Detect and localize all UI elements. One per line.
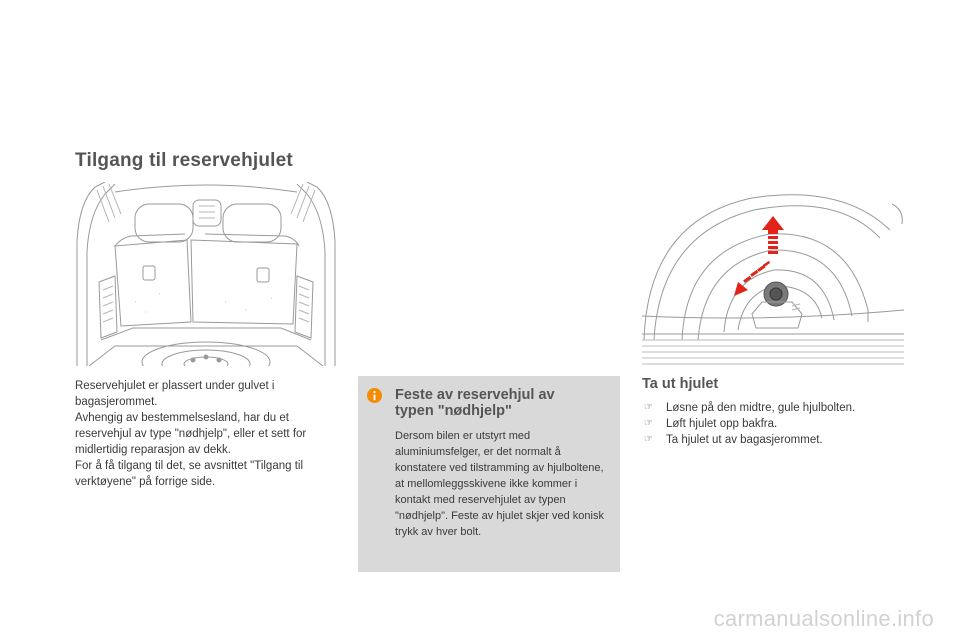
list-item (642, 416, 912, 432)
watermark: carmanualsonline.info (713, 606, 934, 631)
intro-paragraph: Avhengig av bestemmelsesland, har du et reservehjul av type "nødhjelp", eller et sett for midlertidig reparasjon av dekk. (75, 412, 307, 456)
info-icon (367, 388, 382, 403)
trunk-illustration (75, 182, 337, 366)
steps-title: Ta ut hjulet (642, 376, 719, 392)
arrow-bullet-icon: ☞ (644, 402, 653, 413)
step-text: Ta hjulet ut av bagasjerommet. (666, 434, 823, 446)
spare-wheel-illustration (642, 190, 904, 366)
intro-paragraph: For å få tilgang til det, se avsnittet "Tilgang til verktøyene" på forrige side. (75, 460, 304, 488)
note-title (395, 387, 615, 419)
note-title-line: typen "nødhjelp" (395, 403, 512, 419)
note-body: Dersom bilen er utstyrt med aluminiumsfelger, er det normalt å konstatere ved tilstramming av hjulboltene, at mellomleggsskivene ikke kommer i kontakt med reservehjulet av typen "nødhjelp". Feste av hjulet skjer ved konisk trykk av hver bolt. (395, 430, 604, 538)
page-title: Tilgang til reservehjulet (75, 150, 293, 171)
list-item (642, 432, 912, 448)
intro-text (75, 378, 337, 490)
note-title-line: Feste av reservehjul av (395, 387, 555, 403)
arrow-bullet-icon: ☞ (644, 418, 653, 429)
step-text: Løft hjulet opp bakfra. (666, 418, 778, 430)
arrow-bullet-icon: ☞ (644, 434, 653, 445)
list-item (642, 400, 912, 416)
step-text: Løsne på den midtre, gule hjulbolten. (666, 402, 856, 414)
steps-list (642, 400, 912, 448)
note-box (358, 376, 620, 572)
intro-paragraph: Reservehjulet er plassert under gulvet i bagasjerommet. (75, 380, 275, 408)
